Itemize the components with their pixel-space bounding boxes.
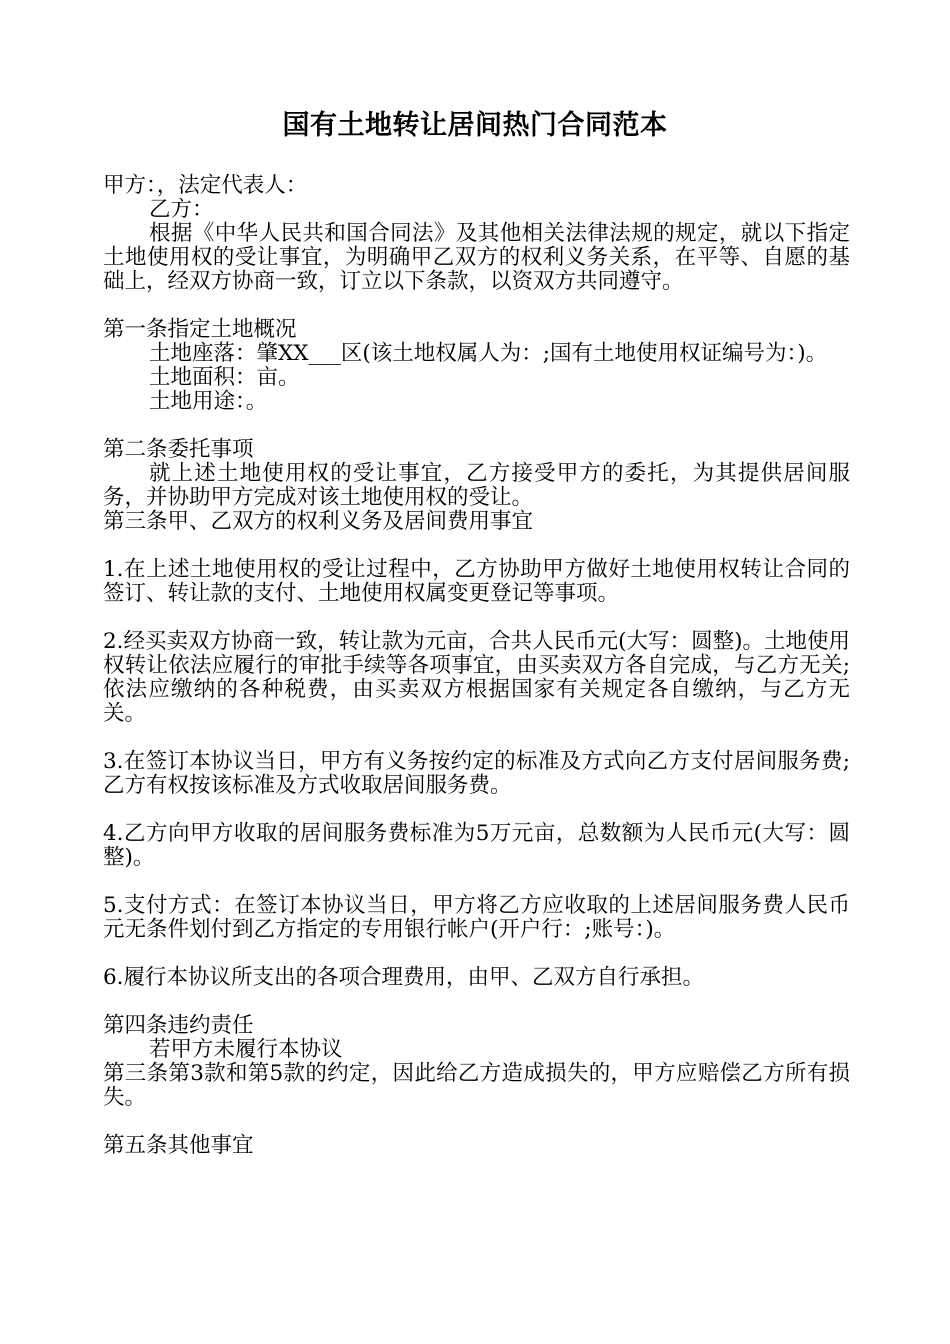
article3-item: 2.经买卖双方协商一致，转让款为元亩，合共人民币元(大写：圆整)。土地使用权转让依法应履行的审批手续等各项事宜，由买卖双方各自完成，与乙方无关;依法应缴纳的各种税费，由买卖双方根据国家有关规定各自缴纳，与乙方无关。 (103, 629, 850, 726)
article4-line1: 若甲方未履行本协议 (149, 1037, 343, 1062)
article3-heading: 第三条甲、乙双方的权利义务及居间费用事宜 (103, 509, 534, 534)
article1-heading: 第一条指定土地概况 (103, 317, 297, 342)
party-a-line: 甲方：，法定代表人： (103, 173, 308, 198)
article2-text: 就上述土地使用权的受让事宜，乙方接受甲方的委托，为其提供居间服务，并协助甲方完成对该土地使用权的受让。 (103, 461, 850, 510)
article2-heading: 第二条委托事项 (103, 437, 254, 462)
article1-location: 土地座落：肇XX___区(该土地权属人为：;国有土地使用权证编号为：)。 (149, 341, 828, 366)
article3-item: 3.在签订本协议当日，甲方有义务按约定的标准及方式向乙方支付居间服务费;乙方有权按该标准及方式收取居间服务费。 (103, 749, 850, 798)
article3-item: 5.支付方式：在签订本协议当日，甲方将乙方应收取的上述居间服务费人民币元无条件划付到乙方指定的专用银行帐户(开户行：;账号：)。 (103, 893, 850, 942)
article3-item: 6.履行本协议所支出的各项合理费用，由甲、乙双方自行承担。 (103, 965, 705, 990)
preamble-paragraph: 根据《中华人民共和国合同法》及其他相关法律法规的规定，就以下指定土地使用权的受让事宜，为明确甲乙双方的权利义务关系，在平等、自愿的基础上，经双方协商一致，订立以下条款，以资双方共同遵守。 (103, 221, 850, 294)
article3-item: 1.在上述土地使用权的受让过程中，乙方协助甲方做好土地使用权转让合同的签订、转让款的支付、土地使用权属变更登记等事项。 (103, 557, 850, 606)
article3-item: 4.乙方向甲方收取的居间服务费标准为5万元亩，总数额为人民币元(大写：圆整)。 (103, 821, 850, 870)
document-body (103, 174, 850, 1158)
party-b-line: 乙方： (149, 197, 214, 222)
article1-area: 土地面积：亩。 (149, 365, 300, 390)
article4-heading: 第四条违约责任 (103, 1013, 254, 1038)
article1-usage: 土地用途：。 (149, 389, 268, 414)
article4-line2: 第三条第3款和第5款的约定，因此给乙方造成损失的，甲方应赔偿乙方所有损失。 (103, 1061, 850, 1110)
document-title: 国有土地转让居间热门合同范本 (282, 110, 668, 141)
article5-heading: 第五条其他事宜 (103, 1133, 254, 1158)
